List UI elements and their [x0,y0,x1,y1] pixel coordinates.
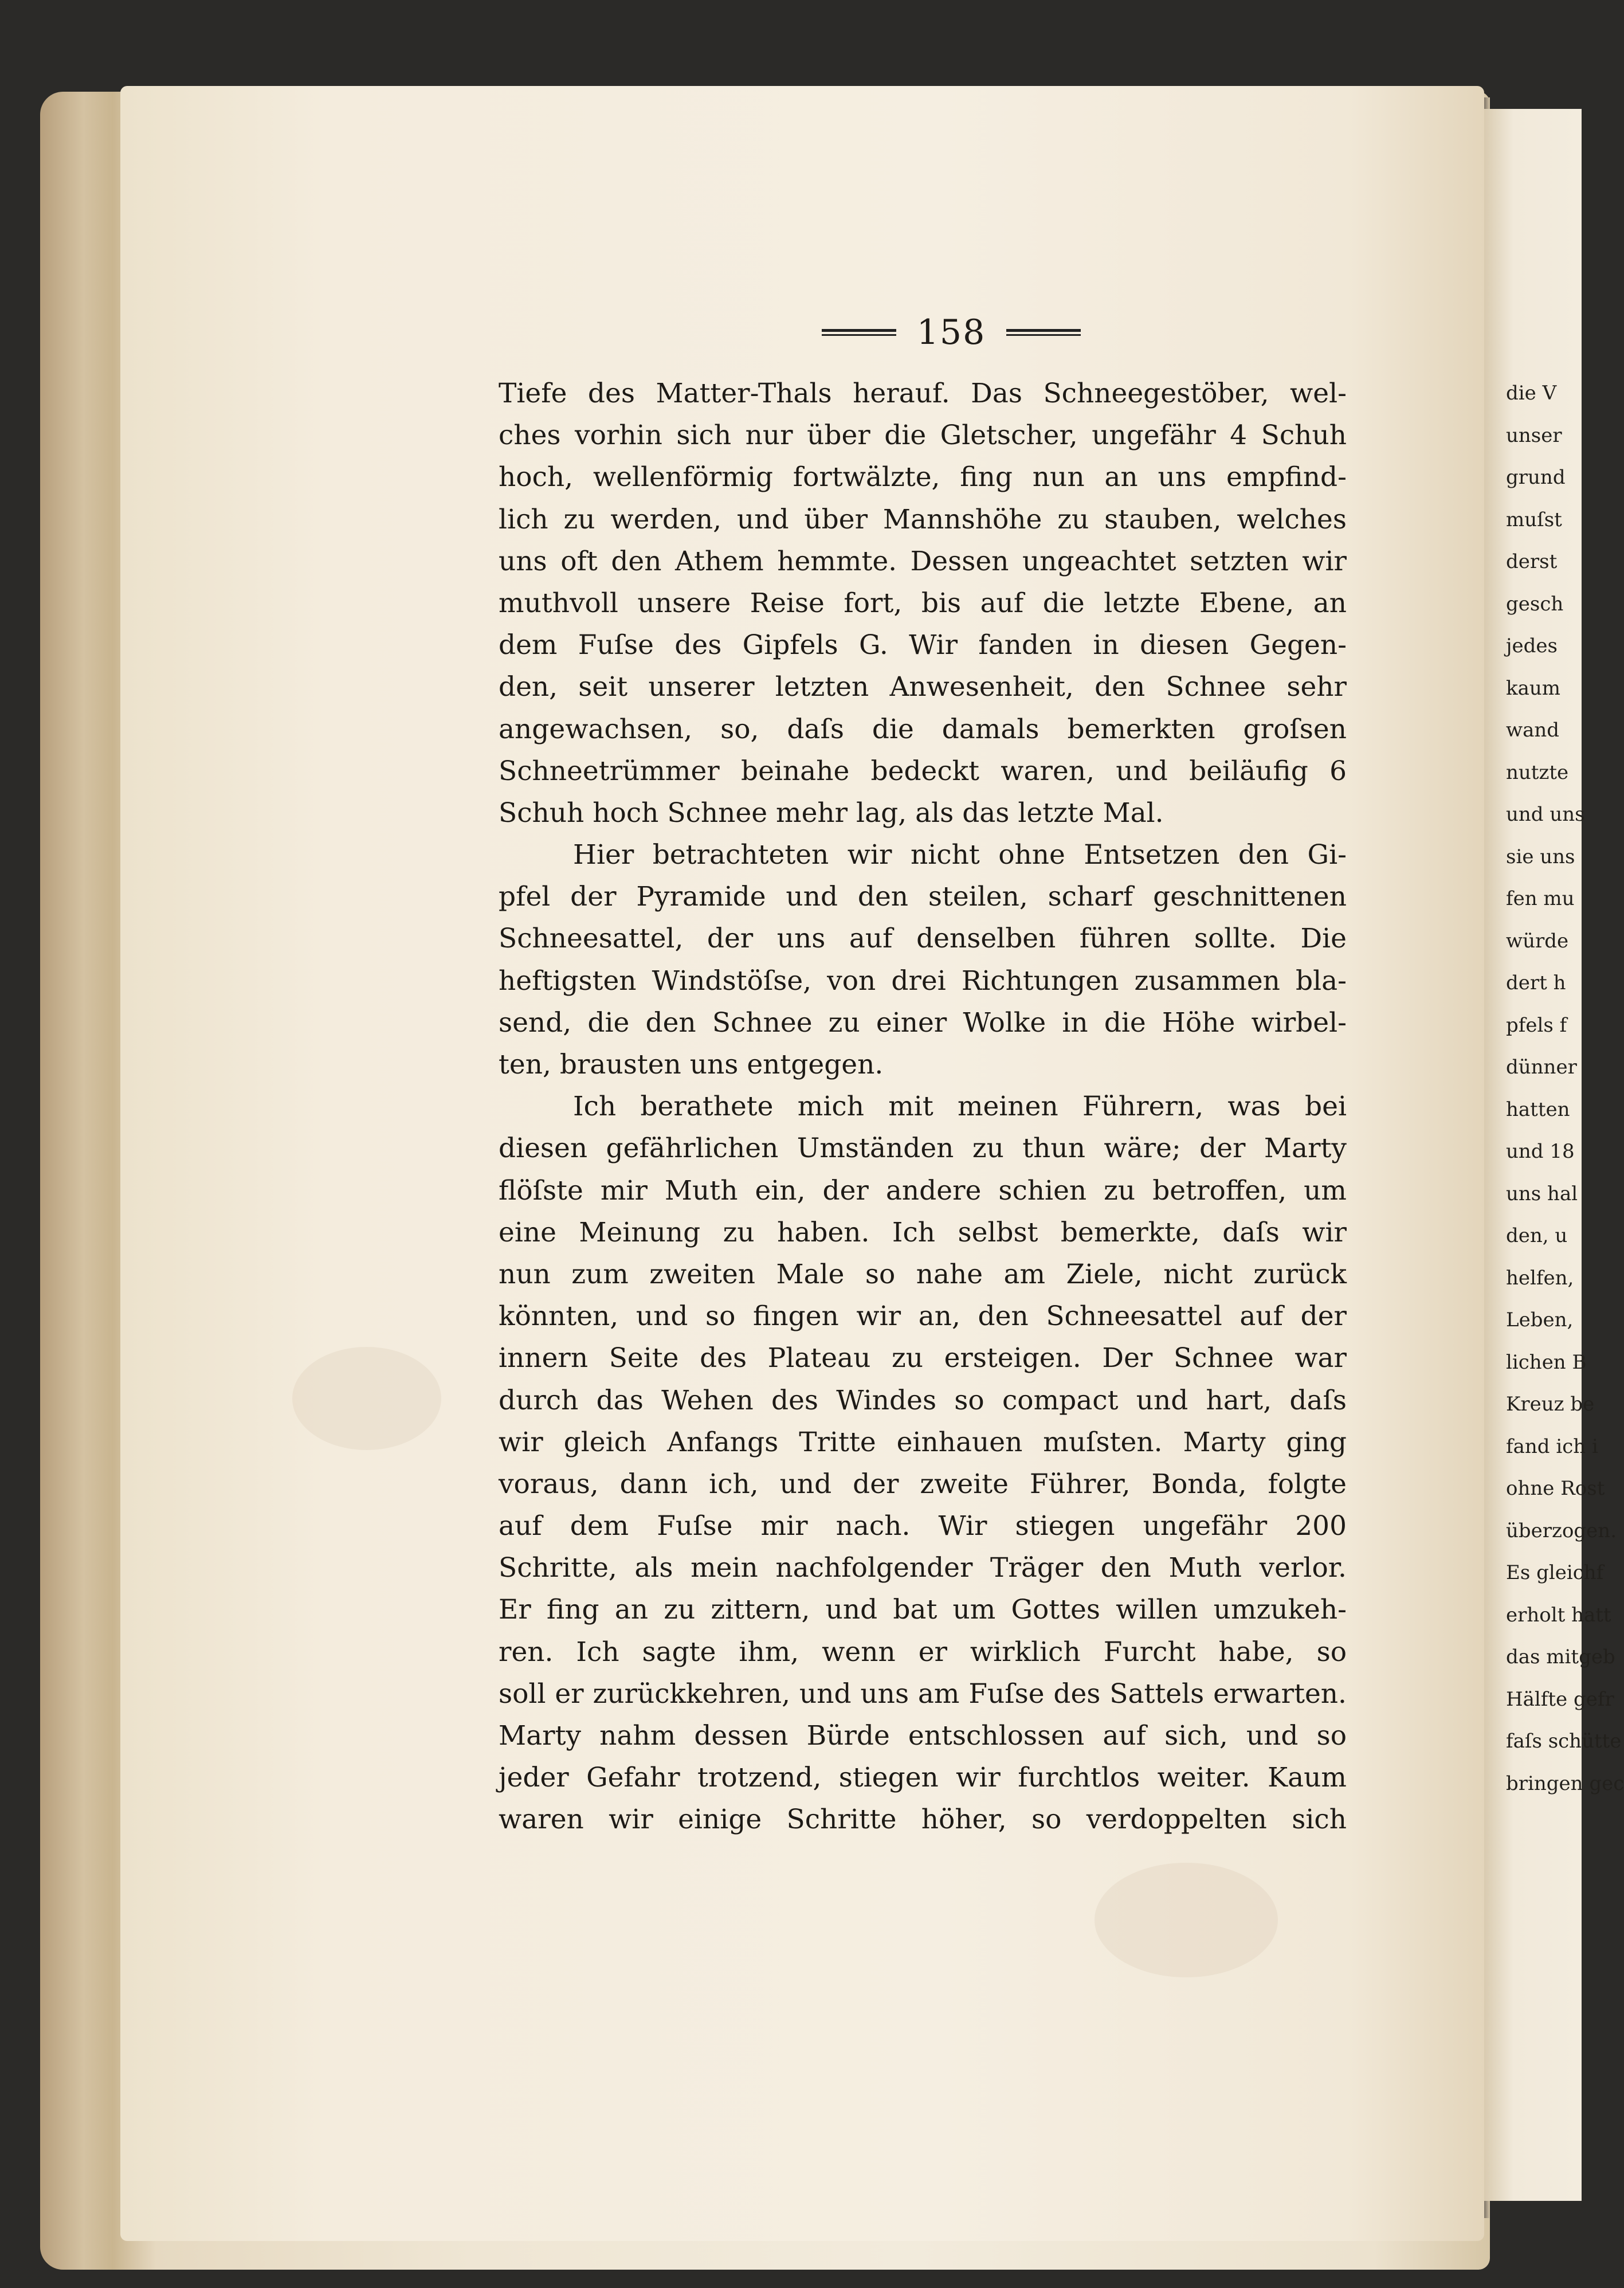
text-line: Schneesattel, der uns auf denselben führen sollte. Die [499,923,1347,955]
text-line: uns oft den Athem hemmte. Dessen ungeachtet setzten wir [499,545,1347,577]
facing-page-fragment: sie uns [1506,845,1575,868]
text-line: eine Meinung zu haben. Ich selbst bemerkte, daſs wir [499,1216,1347,1248]
text-line: innern Seite des Plateau zu ersteigen. Der Schnee war [499,1342,1347,1374]
facing-page-fragment: und uns [1506,803,1585,826]
text-line: nun zum zweiten Male so nahe am Ziele, nicht zurück [499,1258,1347,1290]
facing-page-fragment: nutzte [1506,761,1569,784]
facing-page-fragment: Es gleichf [1506,1561,1604,1584]
text-line: dem Fuſse des Gipfels G. Wir fanden in diesen Gegen- [499,629,1347,661]
header-rule-left [822,329,896,336]
text-line: pfel der Pyramide und den steilen, scharf geschnittenen [499,881,1347,913]
facing-page-fragment: dert h [1506,971,1566,994]
facing-page-fragment: gesch [1506,592,1564,616]
text-line: auf dem Fuſse mir nach. Wir stiegen ungefähr 200 [499,1510,1347,1542]
page-header [791,309,1112,355]
facing-page-fragment: wand [1506,719,1560,742]
facing-page-fragment: fen mu [1506,887,1575,910]
text-line: waren wir einige Schritte höher, so verdoppelten sich [499,1804,1347,1836]
text-line: soll er zurückkehren, und uns am Fuſse des Sattels erwarten. [499,1678,1347,1710]
text-line: Tiefe des Matter-Thals herauf. Das Schneegestöber, wel- [499,378,1347,409]
facing-page-fragment: hatten [1506,1098,1570,1121]
text-line: heftigsten Windstöſse, von drei Richtungen zusammen bla- [499,965,1347,997]
facing-page-fragment: grund [1506,466,1566,489]
paper-stain [292,1347,441,1450]
facing-page-fragment: Hälfte gefr [1506,1687,1614,1711]
text-line: flöſste mir Muth ein, der andere schien zu betroffen, um [499,1174,1347,1206]
text-line: Marty nahm dessen Bürde entschlossen auf sich, und so [499,1720,1347,1752]
text-line: den, seit unserer letzten Anwesenheit, den Schnee sehr [499,671,1347,703]
facing-page-fragment: lichen B [1506,1350,1587,1374]
facing-page-fragment: pfels f [1506,1013,1567,1037]
facing-page-fragment: den, u [1506,1224,1568,1247]
body-text [499,373,1347,1841]
facing-page-fragment: überzogen. [1506,1519,1617,1542]
facing-page-fragment: fand ich i [1506,1435,1598,1458]
header-rule-right [1006,329,1081,336]
text-line: ches vorhin sich nur über die Gletscher, ungefähr 4 Schuh [499,420,1347,452]
text-line: hoch, wellenförmig fortwälzte, fing nun an uns empfind- [499,461,1347,493]
text-line: ten, brausten uns entgegen. [499,1049,884,1080]
facing-page-fragment: muſst [1506,508,1562,531]
facing-page-fragment: würde [1506,929,1569,953]
facing-page-fragment: Leben, [1506,1308,1574,1331]
facing-page-text [1506,373,1624,1805]
text-line: Schritte, als mein nachfolgender Träger den Muth verlor. [499,1552,1347,1584]
text-line: muthvoll unsere Reise fort, bis auf die letzte Ebene, an [499,587,1347,619]
facing-page-fragment: und 18 [1506,1140,1575,1163]
facing-page-fragment: dünner [1506,1056,1577,1079]
text-line: angewachsen, so, daſs die damals bemerkten groſsen [499,713,1347,745]
text-line: wir gleich Anfangs Tritte einhauen muſsten. Marty ging [499,1426,1347,1458]
facing-page-fragment: bringen gec [1506,1772,1624,1795]
facing-page-fragment: faſs schütte [1506,1730,1622,1753]
page-number: 158 [916,312,986,352]
text-line: Ich berathete mich mit meinen Führern, was bei [573,1091,1347,1123]
paper-stain [1095,1863,1278,1977]
facing-page-fragment: ohne Rost [1506,1477,1605,1500]
text-line: lich zu werden, und über Mannshöhe zu stauben, welches [499,503,1347,535]
facing-page-fragment: unser [1506,424,1562,447]
facing-page-fragment: erholt hatt [1506,1603,1611,1627]
text-line: send, die den Schnee zu einer Wolke in die Höhe wirbel- [499,1006,1347,1039]
text-line: ren. Ich sagte ihm, wenn er wirklich Furcht habe, so [499,1636,1347,1668]
text-line: voraus, dann ich, und der zweite Führer, Bonda, folgte [499,1468,1347,1500]
facing-page-fragment: Kreuz be [1506,1393,1595,1416]
text-line: diesen gefährlichen Umständen zu thun wäre; der Marty [499,1133,1347,1165]
text-line: durch das Wehen des Windes so compact und hart, daſs [499,1384,1347,1416]
facing-page-fragment: die V [1506,382,1557,405]
text-line: Schuh hoch Schnee mehr lag, als das letzte Mal. [499,797,1164,829]
text-line: jeder Gefahr trotzend, stiegen wir furchtlos weiter. Kaum [499,1762,1347,1794]
facing-page-fragment: jedes [1506,634,1558,657]
facing-page-fragment: derst [1506,550,1558,573]
text-line: könnten, und so fingen wir an, den Schneesattel auf der [499,1300,1347,1333]
text-line: Schneetrümmer beinahe bedeckt waren, und beiläufig 6 [499,755,1347,787]
facing-page-fragment: das mitgeb [1506,1646,1615,1668]
facing-page-fragment: uns hal [1506,1182,1578,1205]
facing-page-fragment: kaum [1506,676,1561,700]
text-line: Er fing an zu zittern, und bat um Gottes willen umzukeh- [499,1594,1347,1626]
text-line: Hier betrachteten wir nicht ohne Entsetzen den Gi- [573,839,1347,871]
facing-page-fragment: helfen, [1506,1266,1574,1290]
